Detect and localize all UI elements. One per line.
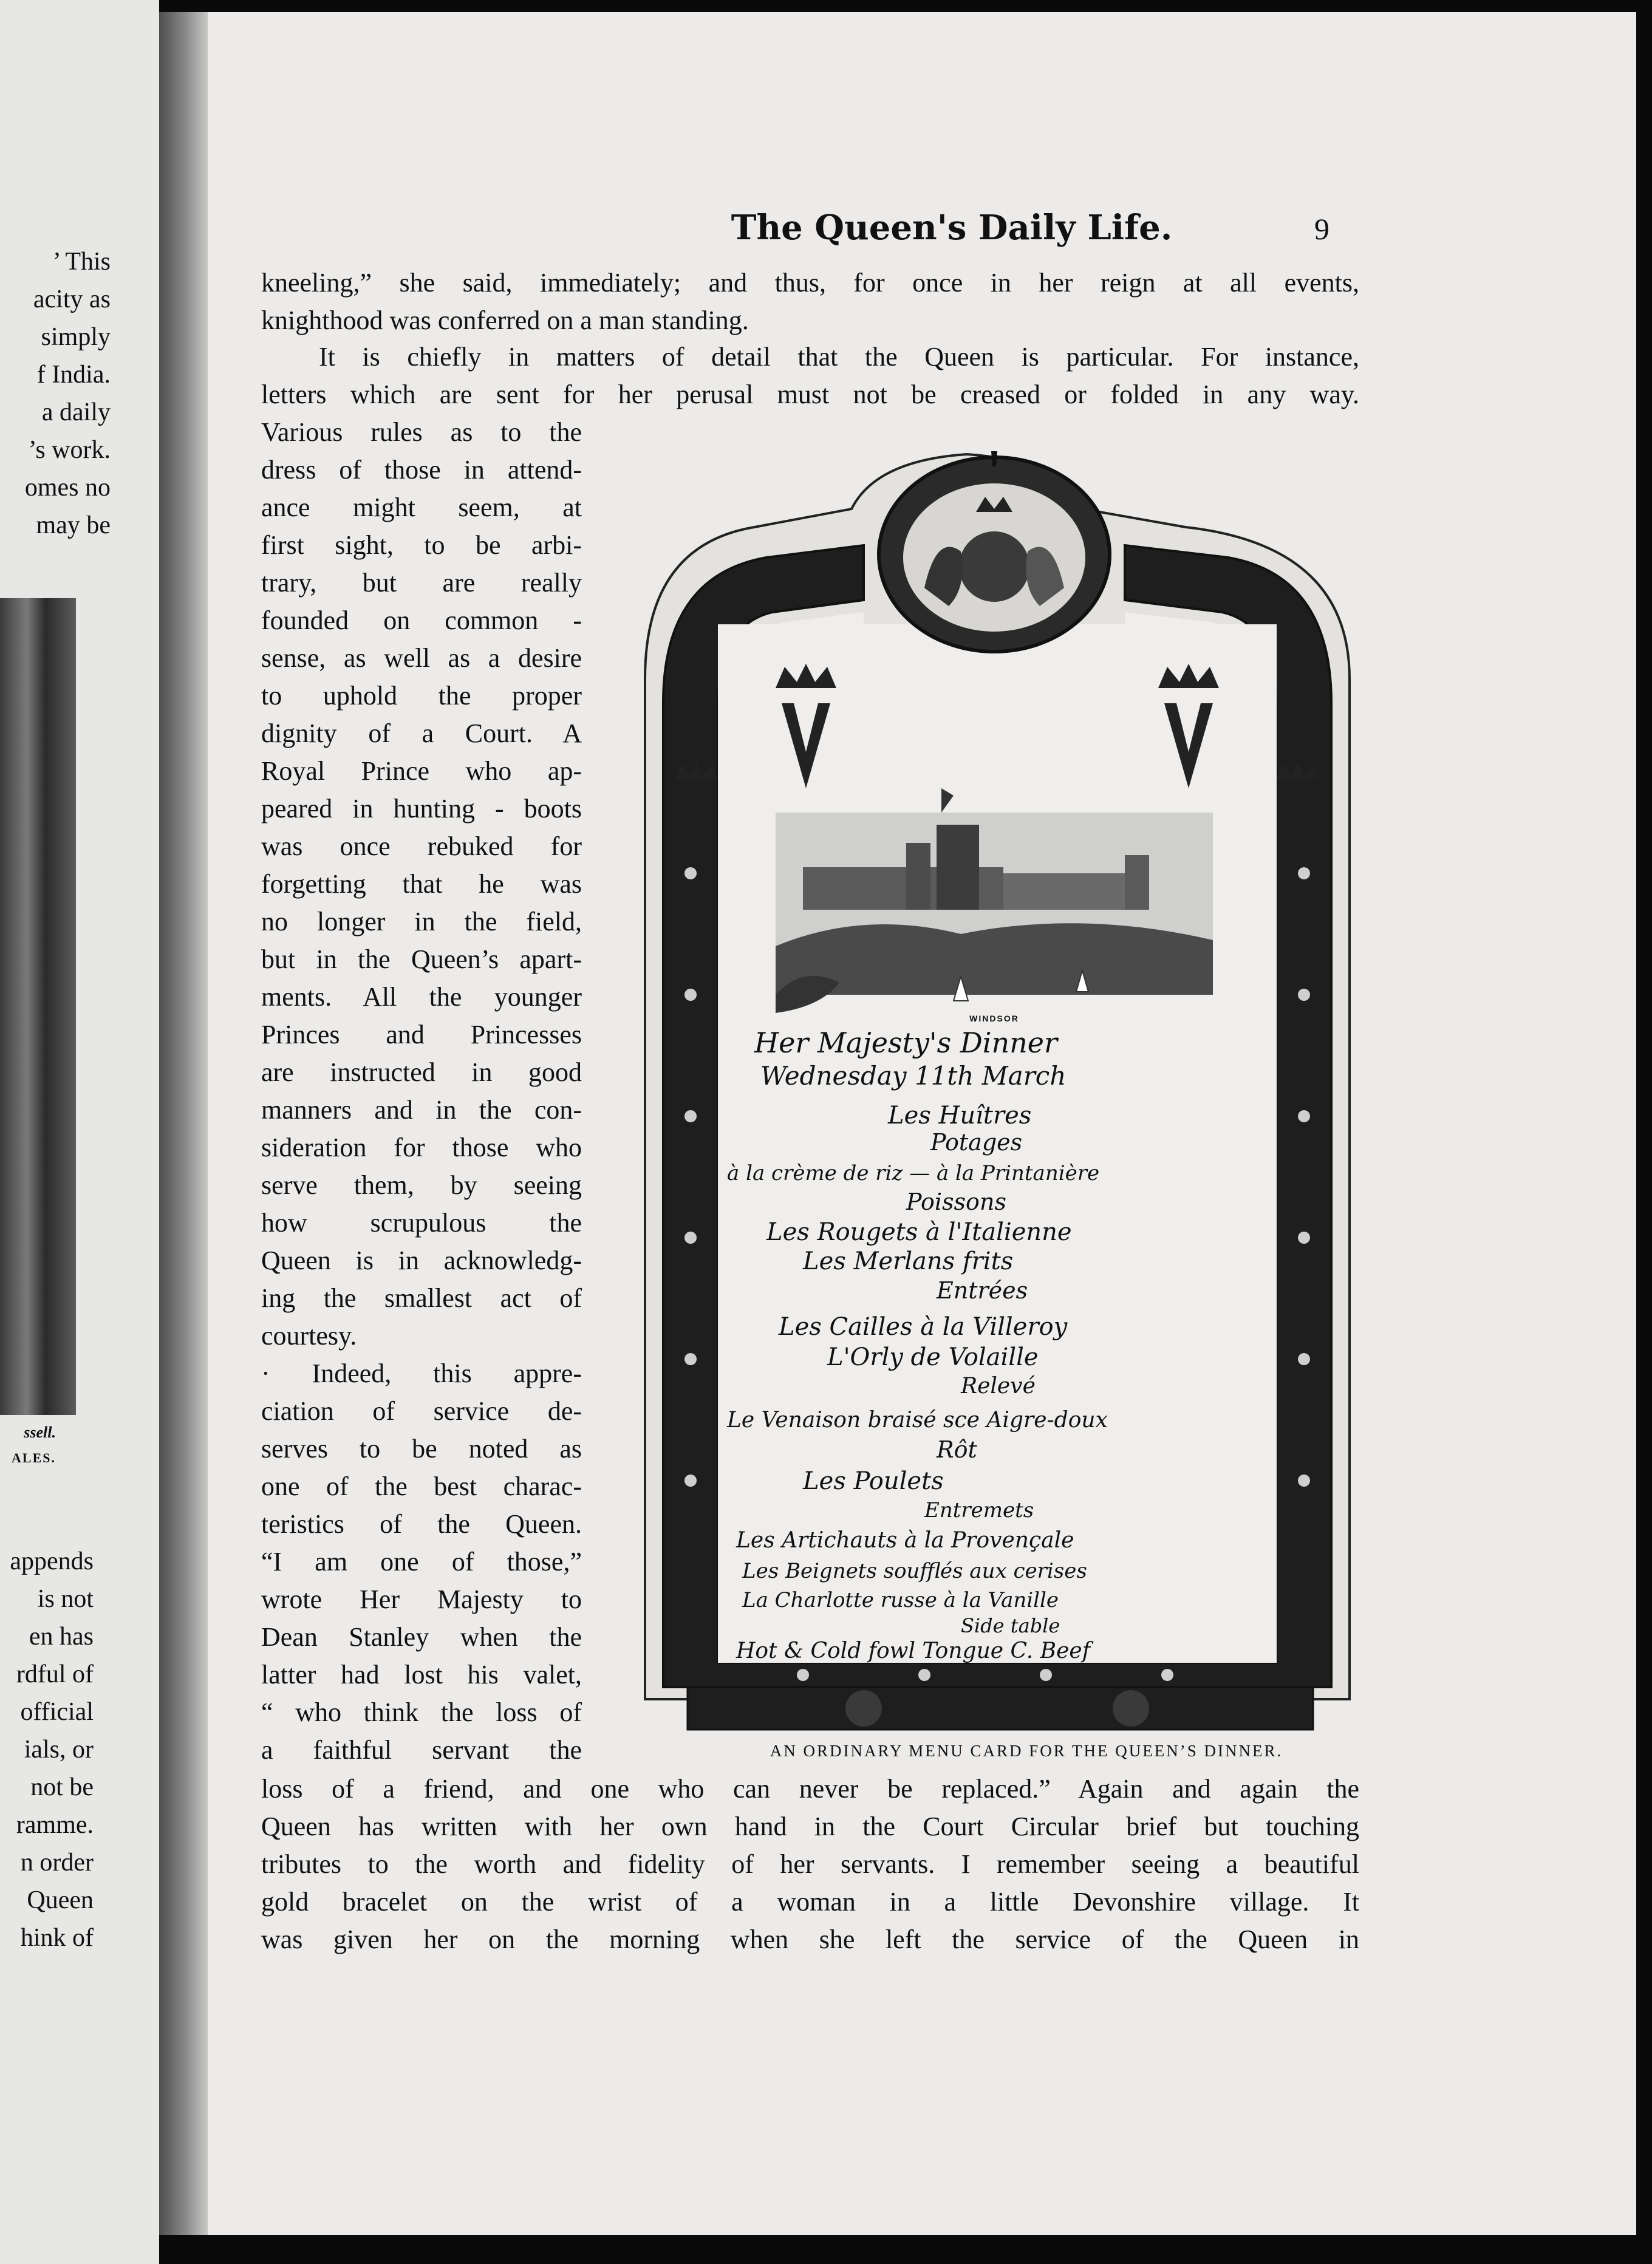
text-line: f India. bbox=[36, 361, 111, 389]
text-line: rdful of bbox=[16, 1660, 94, 1688]
body-line: tributes to the worth and fidelity of her servants. I remember seeing a beautiful bbox=[261, 1849, 1359, 1879]
column-line: forgetting that he was bbox=[261, 869, 582, 899]
column-line: are instructed in good bbox=[261, 1057, 582, 1087]
column-line: but in the Queen’s apart- bbox=[261, 944, 582, 974]
text-line: ’ This bbox=[52, 248, 111, 276]
text-line: ’s work. bbox=[28, 436, 111, 464]
text-line: is not bbox=[37, 1585, 94, 1613]
left-page-photo bbox=[0, 598, 76, 1415]
column-line: courtesy. bbox=[261, 1321, 357, 1351]
column-line: manners and in the con- bbox=[261, 1095, 582, 1125]
menu-line: Les Huîtres bbox=[888, 1102, 1032, 1130]
body-line: was given her on the morning when she left the service of the Queen in bbox=[261, 1925, 1359, 1954]
body-line: gold bracelet on the wrist of a woman in a little Devonshire village. It bbox=[261, 1887, 1359, 1917]
column-line: Royal Prince who ap- bbox=[261, 756, 582, 786]
column-line: a faithful servant the bbox=[261, 1735, 582, 1765]
menu-line: Les Poulets bbox=[803, 1467, 944, 1495]
column-line: dignity of a Court. A bbox=[261, 718, 582, 748]
right-page bbox=[208, 12, 1636, 2235]
vignette-label: WINDSOR bbox=[969, 1014, 1019, 1023]
text-line: hink of bbox=[20, 1924, 94, 1952]
menu-card-caption: AN ORDINARY MENU CARD FOR THE QUEEN’S DINNER. bbox=[770, 1742, 1283, 1760]
body-line: loss of a friend, and one who can never be replaced.” Again and again the bbox=[261, 1774, 1359, 1804]
column-line: ance might seem, at bbox=[261, 493, 582, 522]
column-line: how scrupulous the bbox=[261, 1208, 582, 1238]
running-header: The Queen's Daily Life. bbox=[731, 208, 1173, 248]
body-line: letters which are sent for her perusal must not be creased or folded in any way. bbox=[261, 380, 1359, 409]
text-line: n order bbox=[20, 1849, 94, 1877]
body-line: It is chiefly in matters of detail that the Queen is particular. For instance, bbox=[319, 342, 1359, 372]
column-line: founded on common - bbox=[261, 605, 582, 635]
text-line: acity as bbox=[33, 285, 111, 313]
caption-line: ALES. bbox=[12, 1450, 56, 1465]
left-page-photo-caption bbox=[12, 1420, 56, 1471]
column-line: ciation of service de- bbox=[261, 1396, 582, 1426]
menu-line: Potages bbox=[930, 1129, 1023, 1156]
text-line: simply bbox=[41, 323, 111, 351]
text-line: ramme. bbox=[16, 1811, 94, 1839]
menu-line: Entremets bbox=[924, 1498, 1034, 1522]
left-page-upper-text bbox=[0, 243, 111, 544]
text-line: appends bbox=[10, 1547, 94, 1575]
column-line: Princes and Princesses bbox=[261, 1020, 582, 1049]
menu-card-drawing bbox=[621, 448, 1374, 1739]
body-line: kneeling,” she said, immediately; and thus, for once in her reign at all events, bbox=[261, 268, 1359, 298]
menu-card-illustration bbox=[621, 448, 1374, 1739]
menu-line: Les Merlans frits bbox=[803, 1247, 1014, 1275]
column-line: sideration for those who bbox=[261, 1133, 582, 1162]
text-line: Queen bbox=[27, 1886, 94, 1914]
menu-line: Wednesday 11th March bbox=[760, 1061, 1067, 1091]
left-page-lower-text bbox=[0, 1543, 94, 1957]
text-line: en has bbox=[29, 1623, 94, 1651]
column-line: Queen is in acknowledg- bbox=[261, 1246, 582, 1275]
menu-line: Rôt bbox=[937, 1436, 977, 1463]
column-line: · Indeed, this appre- bbox=[261, 1359, 582, 1388]
column-line: peared in hunting - boots bbox=[261, 794, 582, 823]
menu-line: Le Venaison braisé sce Aigre-doux bbox=[727, 1408, 1108, 1433]
body-line: knighthood was conferred on a man standing. bbox=[261, 305, 749, 335]
menu-line: Les Beignets soufflés aux cerises bbox=[742, 1559, 1087, 1583]
windsor-castle-vignette bbox=[776, 788, 1213, 1013]
page-number: 9 bbox=[1314, 212, 1329, 246]
menu-line: Side table bbox=[961, 1614, 1060, 1637]
text-line: may be bbox=[36, 511, 111, 539]
body-line: Queen has written with her own hand in the Court Circular brief but touching bbox=[261, 1812, 1359, 1841]
text-line: official bbox=[20, 1698, 94, 1726]
column-line: Various rules as to the bbox=[261, 417, 582, 447]
column-line: wrote Her Majesty to bbox=[261, 1584, 582, 1614]
column-line: serve them, by seeing bbox=[261, 1170, 582, 1200]
column-line: was once rebuked for bbox=[261, 831, 582, 861]
menu-line: Poissons bbox=[906, 1188, 1006, 1215]
column-line: teristics of the Queen. bbox=[261, 1509, 582, 1539]
column-line: one of the best charac- bbox=[261, 1471, 582, 1501]
column-line: ing the smallest act of bbox=[261, 1283, 582, 1313]
menu-line: Les Rougets à l'Italienne bbox=[766, 1218, 1072, 1246]
text-line: a daily bbox=[41, 398, 111, 426]
left-facing-page bbox=[0, 0, 159, 2264]
column-line: “ who think the loss of bbox=[261, 1697, 582, 1727]
column-line: ments. All the younger bbox=[261, 982, 582, 1012]
column-line: first sight, to be arbi- bbox=[261, 530, 582, 560]
column-line: serves to be noted as bbox=[261, 1434, 582, 1464]
column-line: Dean Stanley when the bbox=[261, 1622, 582, 1652]
book-gutter bbox=[159, 12, 208, 2235]
text-line: ials, or bbox=[24, 1736, 94, 1764]
text-line: not be bbox=[30, 1773, 94, 1801]
column-line: trary, but are really bbox=[261, 568, 582, 598]
column-line: sense, as well as a desire bbox=[261, 643, 582, 673]
menu-line: Les Cailles à la Villeroy bbox=[779, 1313, 1068, 1341]
menu-line: Relevé bbox=[961, 1374, 1036, 1399]
menu-line: Her Majesty's Dinner bbox=[754, 1026, 1057, 1059]
column-line: no longer in the field, bbox=[261, 907, 582, 936]
menu-line: Entrées bbox=[937, 1277, 1028, 1304]
text-line: omes no bbox=[24, 474, 111, 502]
menu-line: à la crème de riz — à la Printanière bbox=[727, 1161, 1100, 1185]
caption-line: ssell. bbox=[24, 1424, 56, 1441]
column-line: “I am one of those,” bbox=[261, 1547, 582, 1577]
menu-line: Hot & Cold fowl Tongue C. Beef bbox=[736, 1638, 1091, 1663]
column-line: latter had lost his valet, bbox=[261, 1660, 582, 1689]
menu-line: Les Artichauts à la Provençale bbox=[736, 1528, 1074, 1553]
column-line: to uphold the proper bbox=[261, 681, 582, 711]
menu-line: L'Orly de Volaille bbox=[827, 1343, 1039, 1371]
column-line: dress of those in attend- bbox=[261, 455, 582, 485]
menu-line: La Charlotte russe à la Vanille bbox=[742, 1588, 1059, 1612]
